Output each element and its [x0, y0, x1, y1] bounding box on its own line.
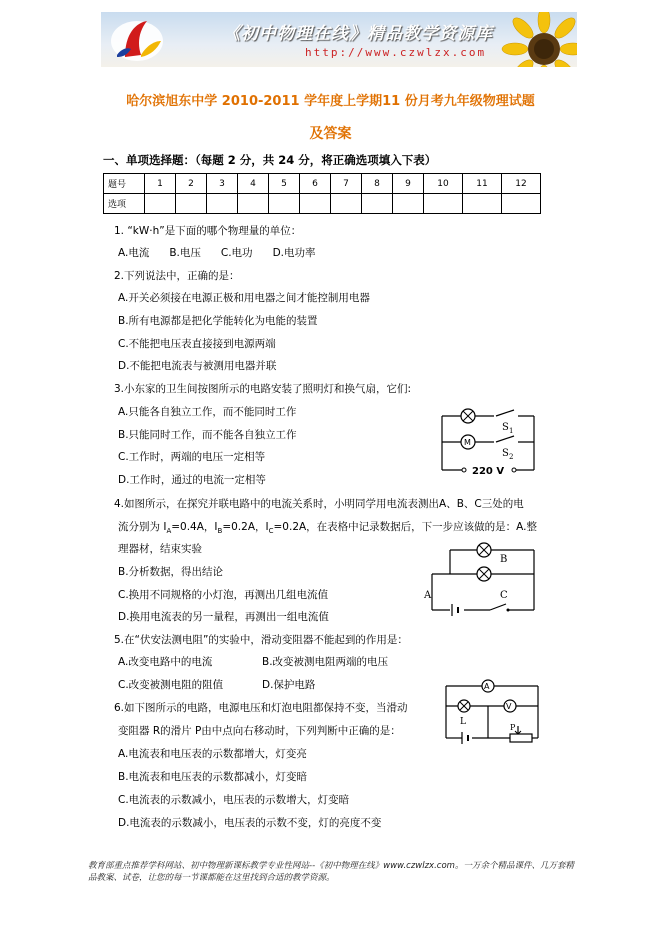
- question-6-stem-line2: 变阻器 R的滑片 P由中点向右移动时，下列判断中正确的是：: [118, 725, 401, 737]
- table-header-cell: 题号: [104, 174, 145, 194]
- answer-cell[interactable]: [238, 194, 269, 214]
- switch-s1-icon: [494, 410, 518, 419]
- ammeter-label: A: [484, 682, 490, 691]
- battery-icon: [452, 604, 458, 616]
- circuit-diagram-lamp-fan: [434, 404, 544, 484]
- sunflower-icon: [501, 12, 577, 67]
- option-label: B.电流表和电压表的示数都减小，灯变暗: [118, 771, 308, 783]
- question-5-stem: 5.在“伏安法测电阻”的实验中，滑动变阻器不能起到的作用是：: [114, 634, 408, 646]
- table-cell: 6: [300, 174, 331, 194]
- option-label: D.保护电路: [262, 679, 316, 691]
- option-label: C.工作时，两端的电压一定相等: [118, 451, 266, 463]
- option-label: C.电流表的示数减小，电压表的示数增大，灯变暗: [118, 794, 350, 806]
- question-4-stem-line2: [118, 520, 537, 538]
- exam-title: 哈尔滨旭东中学 2010-2011 学年度上学期11 份月考九年级物理试题: [126, 94, 535, 109]
- question-6-stem: 6.如下图所示的电路，电源电压和灯泡电阻都保持不变，当滑动: [114, 702, 408, 714]
- answer-cell[interactable]: [502, 194, 541, 214]
- option-label: C.换用不同规格的小灯泡，再测出几组电流值: [118, 589, 329, 601]
- site-banner: [101, 12, 577, 67]
- table-cell: 4: [238, 174, 269, 194]
- lamp-icon: [458, 700, 470, 712]
- option-label: A.电流: [118, 247, 150, 259]
- table-row: [104, 194, 541, 214]
- answer-cell[interactable]: [362, 194, 393, 214]
- question-1-options: [118, 246, 316, 260]
- option-label: D.换用电流表的另一量程，再测出一组电流值: [118, 611, 329, 623]
- answer-cell[interactable]: [207, 194, 238, 214]
- table-cell: 8: [362, 174, 393, 194]
- table-row: [104, 174, 541, 194]
- option-label: D.电功率: [272, 247, 316, 259]
- option-label: B.改变被测电阻两端的电压: [262, 656, 389, 668]
- site-url-link[interactable]: http://www.czwlzx.com: [305, 46, 487, 59]
- table-cell: 11: [463, 174, 502, 194]
- table-cell: 9: [393, 174, 424, 194]
- lamp-icon: [477, 543, 491, 557]
- point-b-label: B: [500, 554, 508, 565]
- question-3-stem: 3.小东家的卫生间按图所示的电路安装了照明灯和换气扇，它们:: [114, 383, 412, 395]
- option-label: C.改变被测电阻的阻值: [118, 679, 224, 691]
- option-label: B.分析数据，得出结论: [118, 566, 224, 578]
- answer-cell[interactable]: [145, 194, 176, 214]
- subscript: C: [268, 527, 274, 536]
- answer-cell[interactable]: [424, 194, 463, 214]
- table-header-cell: 选项: [104, 194, 145, 214]
- option-label: B.所有电源都是把化学能转化为电能的装置: [118, 315, 318, 327]
- table-cell: 7: [331, 174, 362, 194]
- stem-text: =0.4A，I: [171, 521, 218, 533]
- exam-title-continued: 及答案: [309, 126, 352, 142]
- point-c-label: C: [500, 590, 508, 601]
- point-a-label: A: [424, 590, 432, 601]
- question-5-options-cd: [118, 678, 315, 692]
- option-label: B.只能同时工作，而不能各自独立工作: [118, 429, 297, 441]
- stem-text: 流分别为 I: [118, 521, 167, 533]
- option-label: B.电压: [169, 247, 201, 259]
- answer-cell[interactable]: [300, 194, 331, 214]
- switch-s1-subscript: 1: [509, 427, 514, 435]
- table-cell: 5: [269, 174, 300, 194]
- answer-table: [103, 173, 541, 214]
- answer-cell[interactable]: [463, 194, 502, 214]
- site-title: 《初中物理在线》精品教学资源库: [223, 24, 493, 44]
- lamp-icon: [461, 409, 475, 423]
- voltmeter-label: V: [506, 702, 512, 711]
- circuit-diagram-parallel: [420, 538, 544, 618]
- site-logo-icon: [107, 15, 169, 65]
- table-cell: 12: [502, 174, 541, 194]
- answer-cell[interactable]: [331, 194, 362, 214]
- option-label: D.电流表的示数减小，电压表的示数不变，灯的亮度不变: [118, 817, 382, 829]
- question-5-options-ab: [118, 655, 388, 669]
- question-1-stem: 1. “kW·h”是下面的哪个物理量的单位：: [114, 225, 302, 237]
- switch-s1-label: S: [502, 422, 509, 433]
- switch-s2-label: S: [502, 448, 509, 459]
- switch-icon: [490, 604, 510, 612]
- option-label: A.改变电路中的电流: [118, 656, 213, 668]
- table-cell: 3: [207, 174, 238, 194]
- option-label: A.电流表和电压表的示数都增大，灯变亮: [118, 748, 307, 760]
- table-cell: 1: [145, 174, 176, 194]
- option-label: A.开关必须接在电源正极和用电器之间才能控制用电器: [118, 292, 370, 304]
- answer-cell[interactable]: [176, 194, 207, 214]
- subscript: B: [217, 527, 223, 536]
- page-footer: 教育部重点推荐学科网站、初中物理新课标教学专业性网站--《初中物理在线》www.czwlzx.com。一万余个精品课件、几万套精品教案、试卷，让您的每一节课都能在这里找到合适的教学资源。: [88, 861, 574, 883]
- question-4-stem: 4.如图所示，在探究并联电路中的电流关系时，小明同学用电流表测出A、B、C三处的电: [114, 498, 524, 510]
- answer-cell[interactable]: [393, 194, 424, 214]
- table-cell: 2: [176, 174, 207, 194]
- stem-text: =0.2A，在表格中记录数据后，下一步应该做的是：A.整: [273, 521, 538, 533]
- stem-text: =0.2A，I: [222, 521, 269, 533]
- table-cell: 10: [424, 174, 463, 194]
- option-label: D.工作时，通过的电流一定相等: [118, 474, 266, 486]
- option-label: C.不能把电压表直接接到电源两端: [118, 338, 276, 350]
- question-2-stem: 2.下列说法中，正确的是：: [114, 270, 240, 282]
- subscript: A: [166, 527, 172, 536]
- lamp-label: L: [460, 717, 466, 727]
- answer-cell[interactable]: [269, 194, 300, 214]
- question-4-stem-line3: 理器材，结束实验: [118, 543, 202, 555]
- option-label: C.电功: [220, 247, 253, 259]
- voltage-label: 220 V: [472, 466, 505, 477]
- switch-s2-icon: [494, 436, 518, 445]
- option-label: D.不能把电流表与被测用电器并联: [118, 360, 277, 372]
- section-heading: 一、单项选择题：（每题 2 分，共 24 分，将正确选项填入下表）: [103, 153, 437, 167]
- option-label: A.只能各自独立工作，而不能同时工作: [118, 406, 297, 418]
- motor-label: M: [464, 438, 471, 447]
- switch-s2-subscript: 2: [509, 453, 514, 461]
- lamp-icon: [477, 567, 491, 581]
- rheostat-slider-label: P: [510, 723, 516, 732]
- circuit-diagram-rheostat: [440, 676, 544, 748]
- battery-icon: [462, 732, 468, 744]
